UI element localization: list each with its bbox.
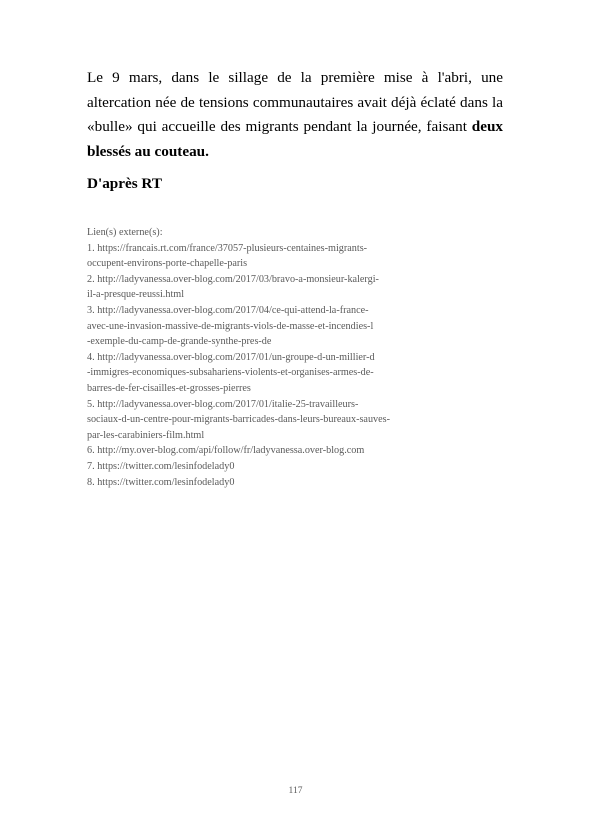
- link-line[interactable]: avec-une-invasion-massive-de-migrants-viols-de-masse-et-incendies-l: [87, 320, 374, 332]
- link-line[interactable]: 8. https://twitter.com/lesinfodelady0: [87, 476, 235, 488]
- link-line[interactable]: 1. https://francais.rt.com/france/37057-plusieurs-centaines-migrants-: [87, 242, 368, 254]
- link-line[interactable]: -immigres-economiques-subsahariens-violents-et-organises-armes-de-: [87, 367, 374, 379]
- external-links-heading: Lien(s) externe(s):: [87, 227, 163, 238]
- article-paragraph-bold: deux blessés au couteau.: [87, 118, 503, 160]
- external-links-section: [87, 225, 517, 490]
- link-line[interactable]: 2. http://ladyvanessa.over-blog.com/2017/03/bravo-a-monsieur-kalergi-: [87, 273, 379, 285]
- article-paragraph: [87, 66, 503, 164]
- link-line[interactable]: 5. http://ladyvanessa.over-blog.com/2017/01/italie-25-travailleurs-: [87, 398, 359, 410]
- link-line[interactable]: 3. http://ladyvanessa.over-blog.com/2017/04/ce-qui-attend-la-france-: [87, 304, 369, 316]
- link-line[interactable]: -exemple-du-camp-de-grande-synthe-pres-de: [87, 336, 272, 348]
- article-paragraph-text: Le 9 mars, dans le sillage de la première mise à l'abri, une altercation née de tensions communautaires avait déjà éclaté dans la «bulle» qui accueille des migrants pendant la journée, faisant: [87, 69, 503, 135]
- link-line[interactable]: occupent-environs-porte-chapelle-paris: [87, 258, 248, 270]
- link-line[interactable]: 4. http://ladyvanessa.over-blog.com/2017/01/un-groupe-d-un-millier-d: [87, 351, 375, 363]
- link-line[interactable]: par-les-carabiniers-film.html: [87, 429, 205, 441]
- link-line[interactable]: barres-de-fer-cisailles-et-grosses-pierres: [87, 382, 251, 394]
- link-line[interactable]: il-a-presque-reussi.html: [87, 289, 185, 301]
- link-line[interactable]: 7. https://twitter.com/lesinfodelady0: [87, 460, 235, 472]
- source-attribution: D'après RT: [87, 175, 162, 192]
- page-number: 117: [288, 786, 303, 796]
- link-line[interactable]: 6. http://my.over-blog.com/api/follow/fr/ladyvanessa.over-blog.com: [87, 445, 365, 457]
- link-line[interactable]: sociaux-d-un-centre-pour-migrants-barricades-dans-leurs-bureaux-sauves-: [87, 414, 391, 426]
